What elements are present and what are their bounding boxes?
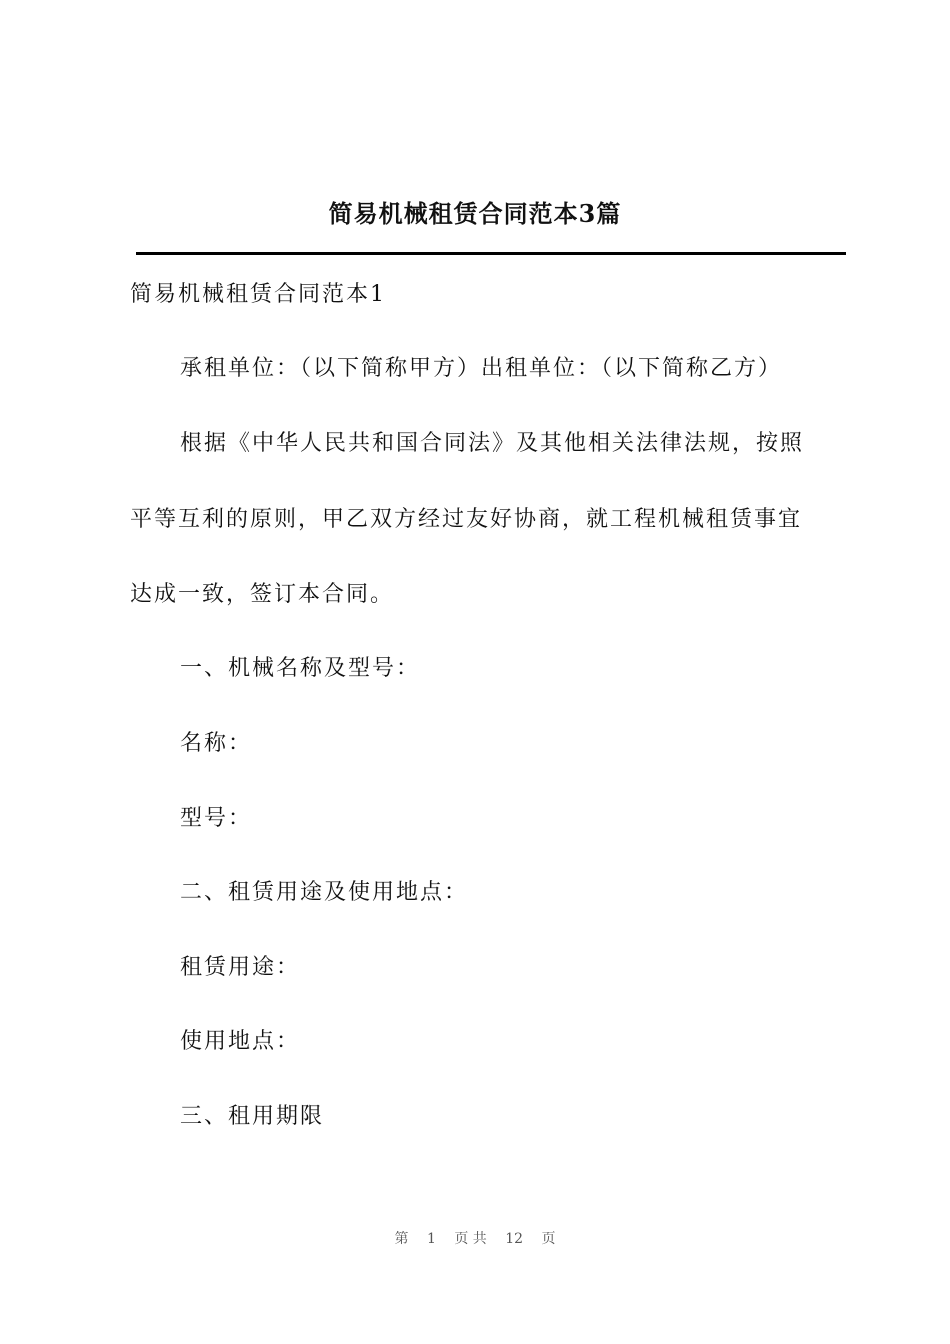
page-footer [0,1228,950,1250]
field-name-label: 名称： [180,731,253,756]
document-title: 简易机械租赁合同范本3篇 [328,199,622,228]
paragraph-basis-line-3: 达成一致，签订本合同。 [130,582,395,607]
footer-suffix: 页 [541,1231,556,1247]
paragraph-basis-line-1: 根据《中华人民共和国合同法》及其他相关法律法规，按照 [180,431,805,456]
field-model-label: 型号： [180,806,253,831]
footer-total-pages: 12 [505,1231,524,1247]
footer-prefix: 第 [394,1231,409,1247]
clause-3-heading: 三、租用期限 [180,1104,325,1129]
clause-2-heading: 二、租赁用途及使用地点： [180,880,469,905]
field-purpose-label: 租赁用途： [180,955,301,980]
title-underline [136,252,846,255]
clause-1-heading: 一、机械名称及型号： [180,656,421,681]
field-location-label: 使用地点： [180,1029,301,1054]
paragraph-basis-line-2: 平等互利的原则，甲乙双方经过友好协商，就工程机械租赁事宜 [130,507,803,532]
section-heading: 简易机械租赁合同范本1 [130,282,386,307]
paragraph-parties: 承租单位：（以下简称甲方）出租单位：（以下简称乙方） [180,356,783,381]
footer-mid: 页 共 [454,1231,487,1247]
footer-current-page: 1 [426,1231,436,1247]
